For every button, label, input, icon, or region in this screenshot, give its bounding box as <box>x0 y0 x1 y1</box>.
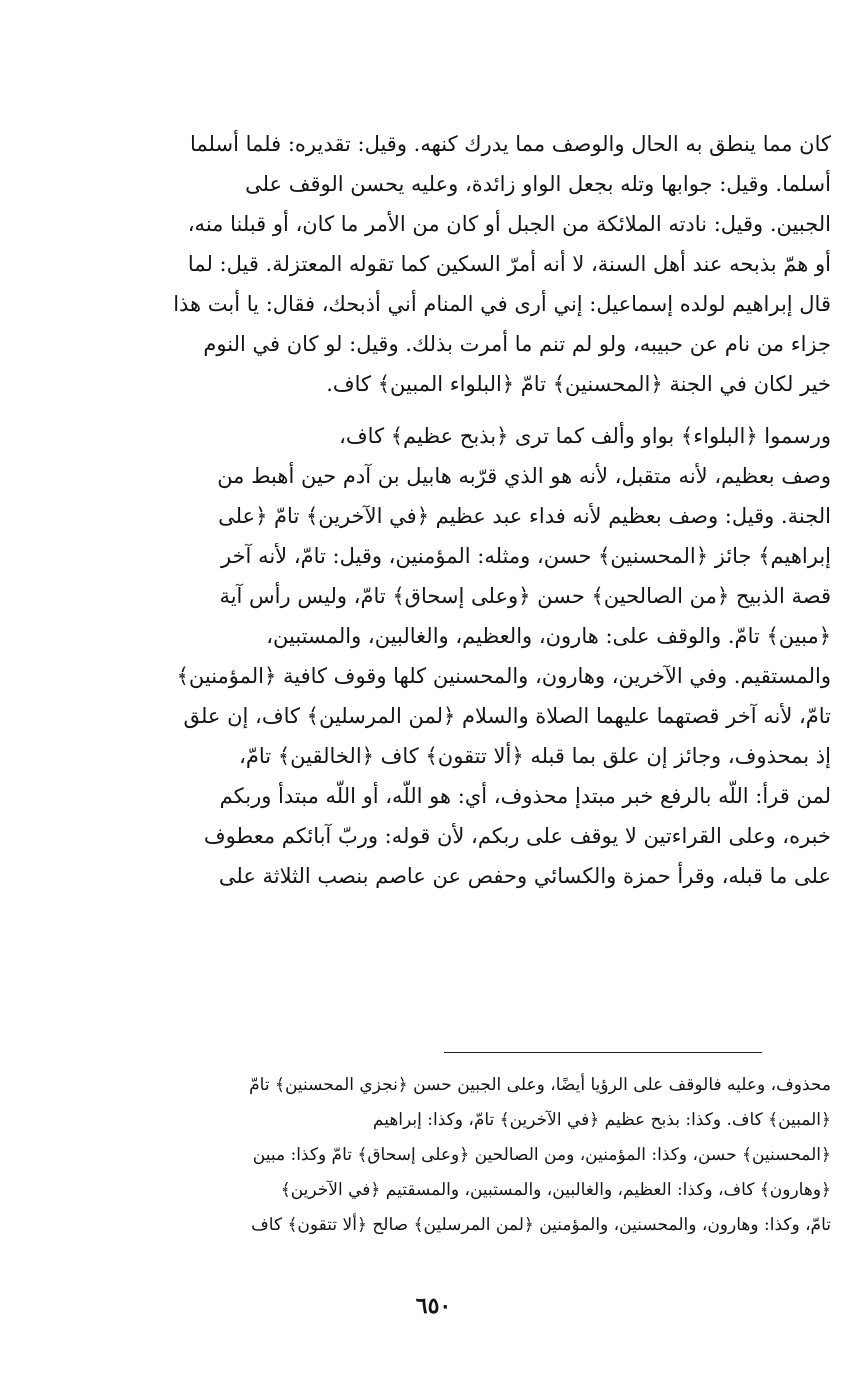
footnote-line: ﴿المحسنين﴾ حسن، وكذا: المؤمنين، ومن الصالحين ﴿وعلى إسحاق﴾ تامّ وكذا: مبين <box>252 1145 831 1165</box>
main-text-line: كان مما ينطق به الحال والوصف مما يدرك كنهه. وقيل: تقديره: فلما أسلما <box>190 132 831 156</box>
main-text-line: الجنة. وقيل: وصف بعظيم لأنه فداء عبد عظيم ﴿في الآخرين﴾ تامّ ﴿على <box>218 504 831 528</box>
page-number: ٦٥٠ <box>415 1293 452 1319</box>
main-text-line: ﴿مبين﴾ تامّ. والوقف على: هارون، والعظيم، والغالبين، والمستبين، <box>266 624 831 648</box>
main-text-line: أسلما. وقيل: جوابها وتله بجعل الواو زائدة، وعليه يحسن الوقف على <box>245 172 831 196</box>
footnote-line: محذوف، وعليه فالوقف على الرؤيا أيضًا، وعلى الجبين حسن ﴿نجزي المحسنين﴾ تامّ <box>249 1075 831 1095</box>
main-text-line: جزاء من نام عن حبيبه، ولو لم تنم ما أمرت بذلك. وقيل: لو كان في النوم <box>203 332 831 356</box>
main-text-line: والمستقيم. وفي الآخرين، وهارون، والمحسنين كلها وقوف كافية ﴿المؤمنين﴾ <box>176 664 831 688</box>
main-text-line: قصة الذبيح ﴿من الصالحين﴾ حسن ﴿وعلى إسحاق﴾ تامّ، وليس رأس آية <box>219 584 831 608</box>
main-text-line: إبراهيم﴾ جائز ﴿المحسنين﴾ حسن، ومثله: المؤمنين، وقيل: تامّ، لأنه آخر <box>220 544 831 568</box>
main-text <box>36 124 831 896</box>
main-text-line: إذ بمحذوف، وجائز إن علق بما قبله ﴿ألا تتقون﴾ كاف ﴿الخالقين﴾ تامّ، <box>239 744 831 768</box>
main-text-line: أو همّ بذبحه عند أهل السنة، لا أنه أمرّ السكين كما تقوله المعتزلة. قيل: لما <box>187 252 831 276</box>
main-text-line: وصف بعظيم، لأنه متقبل، لأنه هو الذي قرّبه هابيل بن آدم حين أهبط من <box>217 464 831 488</box>
main-text-line: لمن قرأ: اللّه بالرفع خبر مبتدإ محذوف، أي: هو اللّه، أو اللّه مبتدأ وربكم <box>219 784 831 808</box>
main-text-line: تامّ، لأنه آخر قصتهما عليهما الصلاة والسلام ﴿لمن المرسلين﴾ كاف، إن علق <box>183 704 831 728</box>
paragraph-gap <box>36 404 831 416</box>
main-text-line: الجبين. وقيل: نادته الملائكة من الجبل أو كان من الأمر ما كان، أو قبلنا منه، <box>187 212 831 236</box>
main-text-line: على ما قبله، وقرأ حمزة والكسائي وحفص عن عاصم بنصب الثلاثة على <box>218 864 831 888</box>
footnotes <box>36 1068 831 1243</box>
main-text-line: قال إبراهيم لولده إسماعيل: إني أرى في المنام أني أذبحك، فقال: يا أبت هذا <box>173 292 831 316</box>
footnote-line: تامّ، وكذا: وهارون، والمحسنين، والمؤمنين ﴿لمن المرسلين﴾ صالح ﴿ألا تتقون﴾ كاف <box>251 1215 831 1235</box>
footnote-line: ﴿المبين﴾ كاف. وكذا: بذبح عظيم ﴿في الآخرين﴾ تامّ، وكذا: إبراهيم <box>372 1110 831 1130</box>
main-text-line: ورسموا ﴿البلواء﴾ بواو وألف كما ترى ﴿بذبح عظيم﴾ كاف، <box>339 424 831 448</box>
footnote-line: ﴿وهارون﴾ كاف، وكذا: العظيم، والغالبين، والمستبين، والمسقتيم ﴿في الآخرين﴾ <box>280 1180 831 1200</box>
main-text-line: خبره، وعلى القراءتين لا يوقف على ربكم، لأن قوله: وربّ آبائكم معطوف <box>203 824 831 848</box>
main-text-line: خير لكان في الجنة ﴿المحسنين﴾ تامّ ﴿البلواء المبين﴾ كاف. <box>326 372 831 396</box>
footnote-separator <box>444 1052 762 1053</box>
